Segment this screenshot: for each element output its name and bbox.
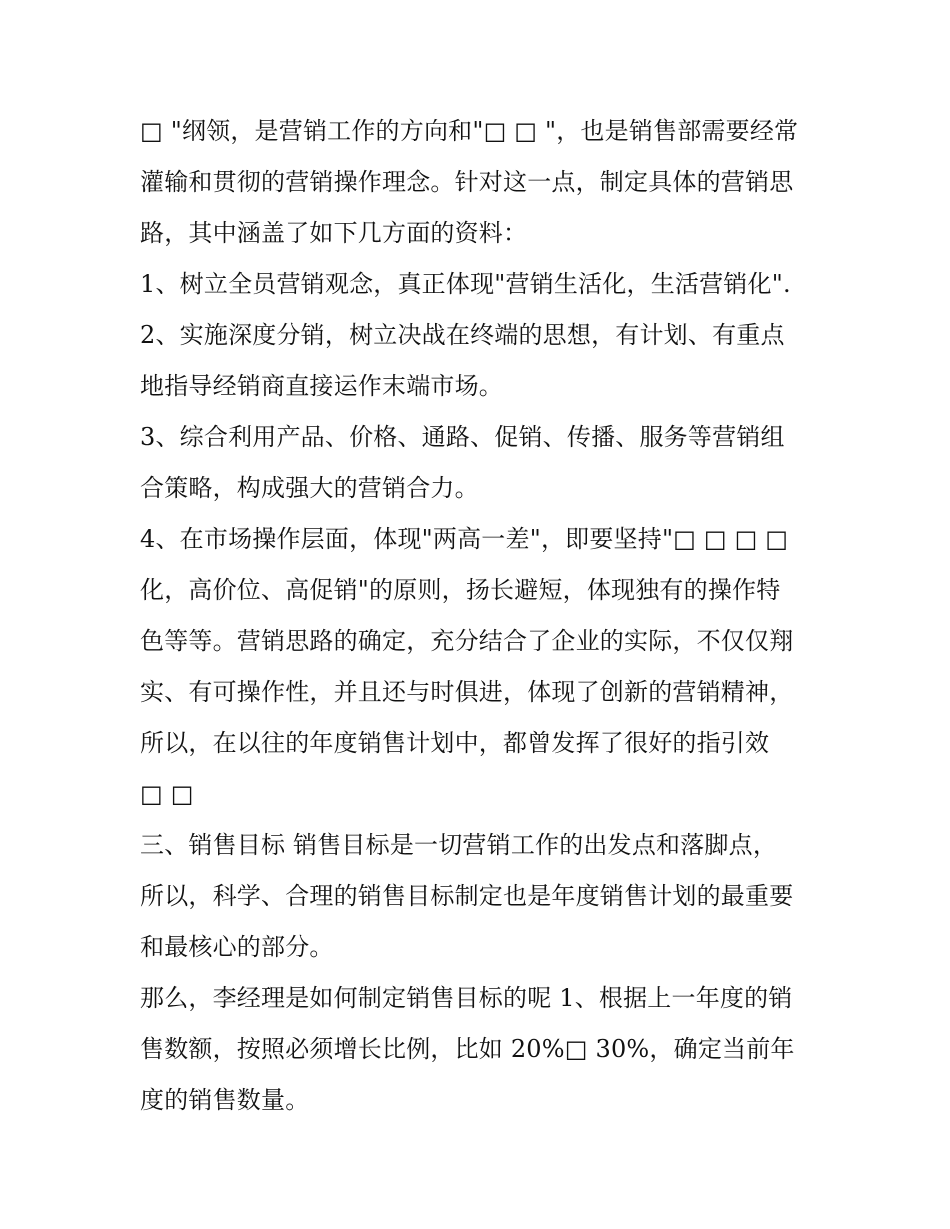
- text-line: 和最核心的部分。: [140, 933, 334, 961]
- text-line: □ "纲领，是营销工作的方向和"□ □ "，也是销售部需要经常: [140, 117, 799, 145]
- text-line: 那么，李经理是如何制定销售目标的呢 1、根据上一年度的销: [140, 984, 793, 1012]
- text-line: 1、树立全员营销观念，真正体现"营销生活化，生活营销化".: [140, 270, 791, 298]
- text-line: 所以，在以往的年度销售计划中，都曾发挥了很好的指引效: [140, 729, 770, 757]
- text-line: 合策略，构成强大的营销合力。: [140, 474, 479, 502]
- text-line: 4、在市场操作层面，体现"两高一差"，即要坚持"□ □ □ □: [140, 525, 789, 553]
- text-line: 所以，科学、合理的销售目标制定也是年度销售计划的最重要: [140, 882, 794, 910]
- text-line: 灌输和贯彻的营销操作理念。针对这一点，制定具体的营销思: [140, 168, 794, 196]
- text-line: 色等等。营销思路的确定，充分结合了企业的实际，不仅仅翔: [140, 627, 794, 655]
- text-line: 售数额，按照必须增长比例，比如 20%□ 30%，确定当前年: [140, 1035, 795, 1063]
- text-line: 度的销售数量。: [140, 1086, 310, 1114]
- text-line: 3、综合利用产品、价格、通路、促销、传播、服务等营销组: [140, 423, 785, 451]
- document-body: [140, 106, 830, 1126]
- text-line: 化，高价位、高促销"的原则，扬长避短，体现独有的操作特: [140, 576, 781, 604]
- text-line: 2、实施深度分销，树立决战在终端的思想，有计划、有重点: [140, 321, 785, 349]
- text-line: □ □: [140, 780, 194, 808]
- text-line: 路，其中涵盖了如下几方面的资料：: [140, 219, 528, 247]
- text-line: 地指导经销商直接运作末端市场。: [140, 372, 503, 400]
- text-line: 三、销售目标 销售目标是一切营销工作的出发点和落脚点，: [140, 831, 778, 859]
- text-line: 实、有可操作性，并且还与时俱进，体现了创新的营销精神，: [140, 678, 794, 706]
